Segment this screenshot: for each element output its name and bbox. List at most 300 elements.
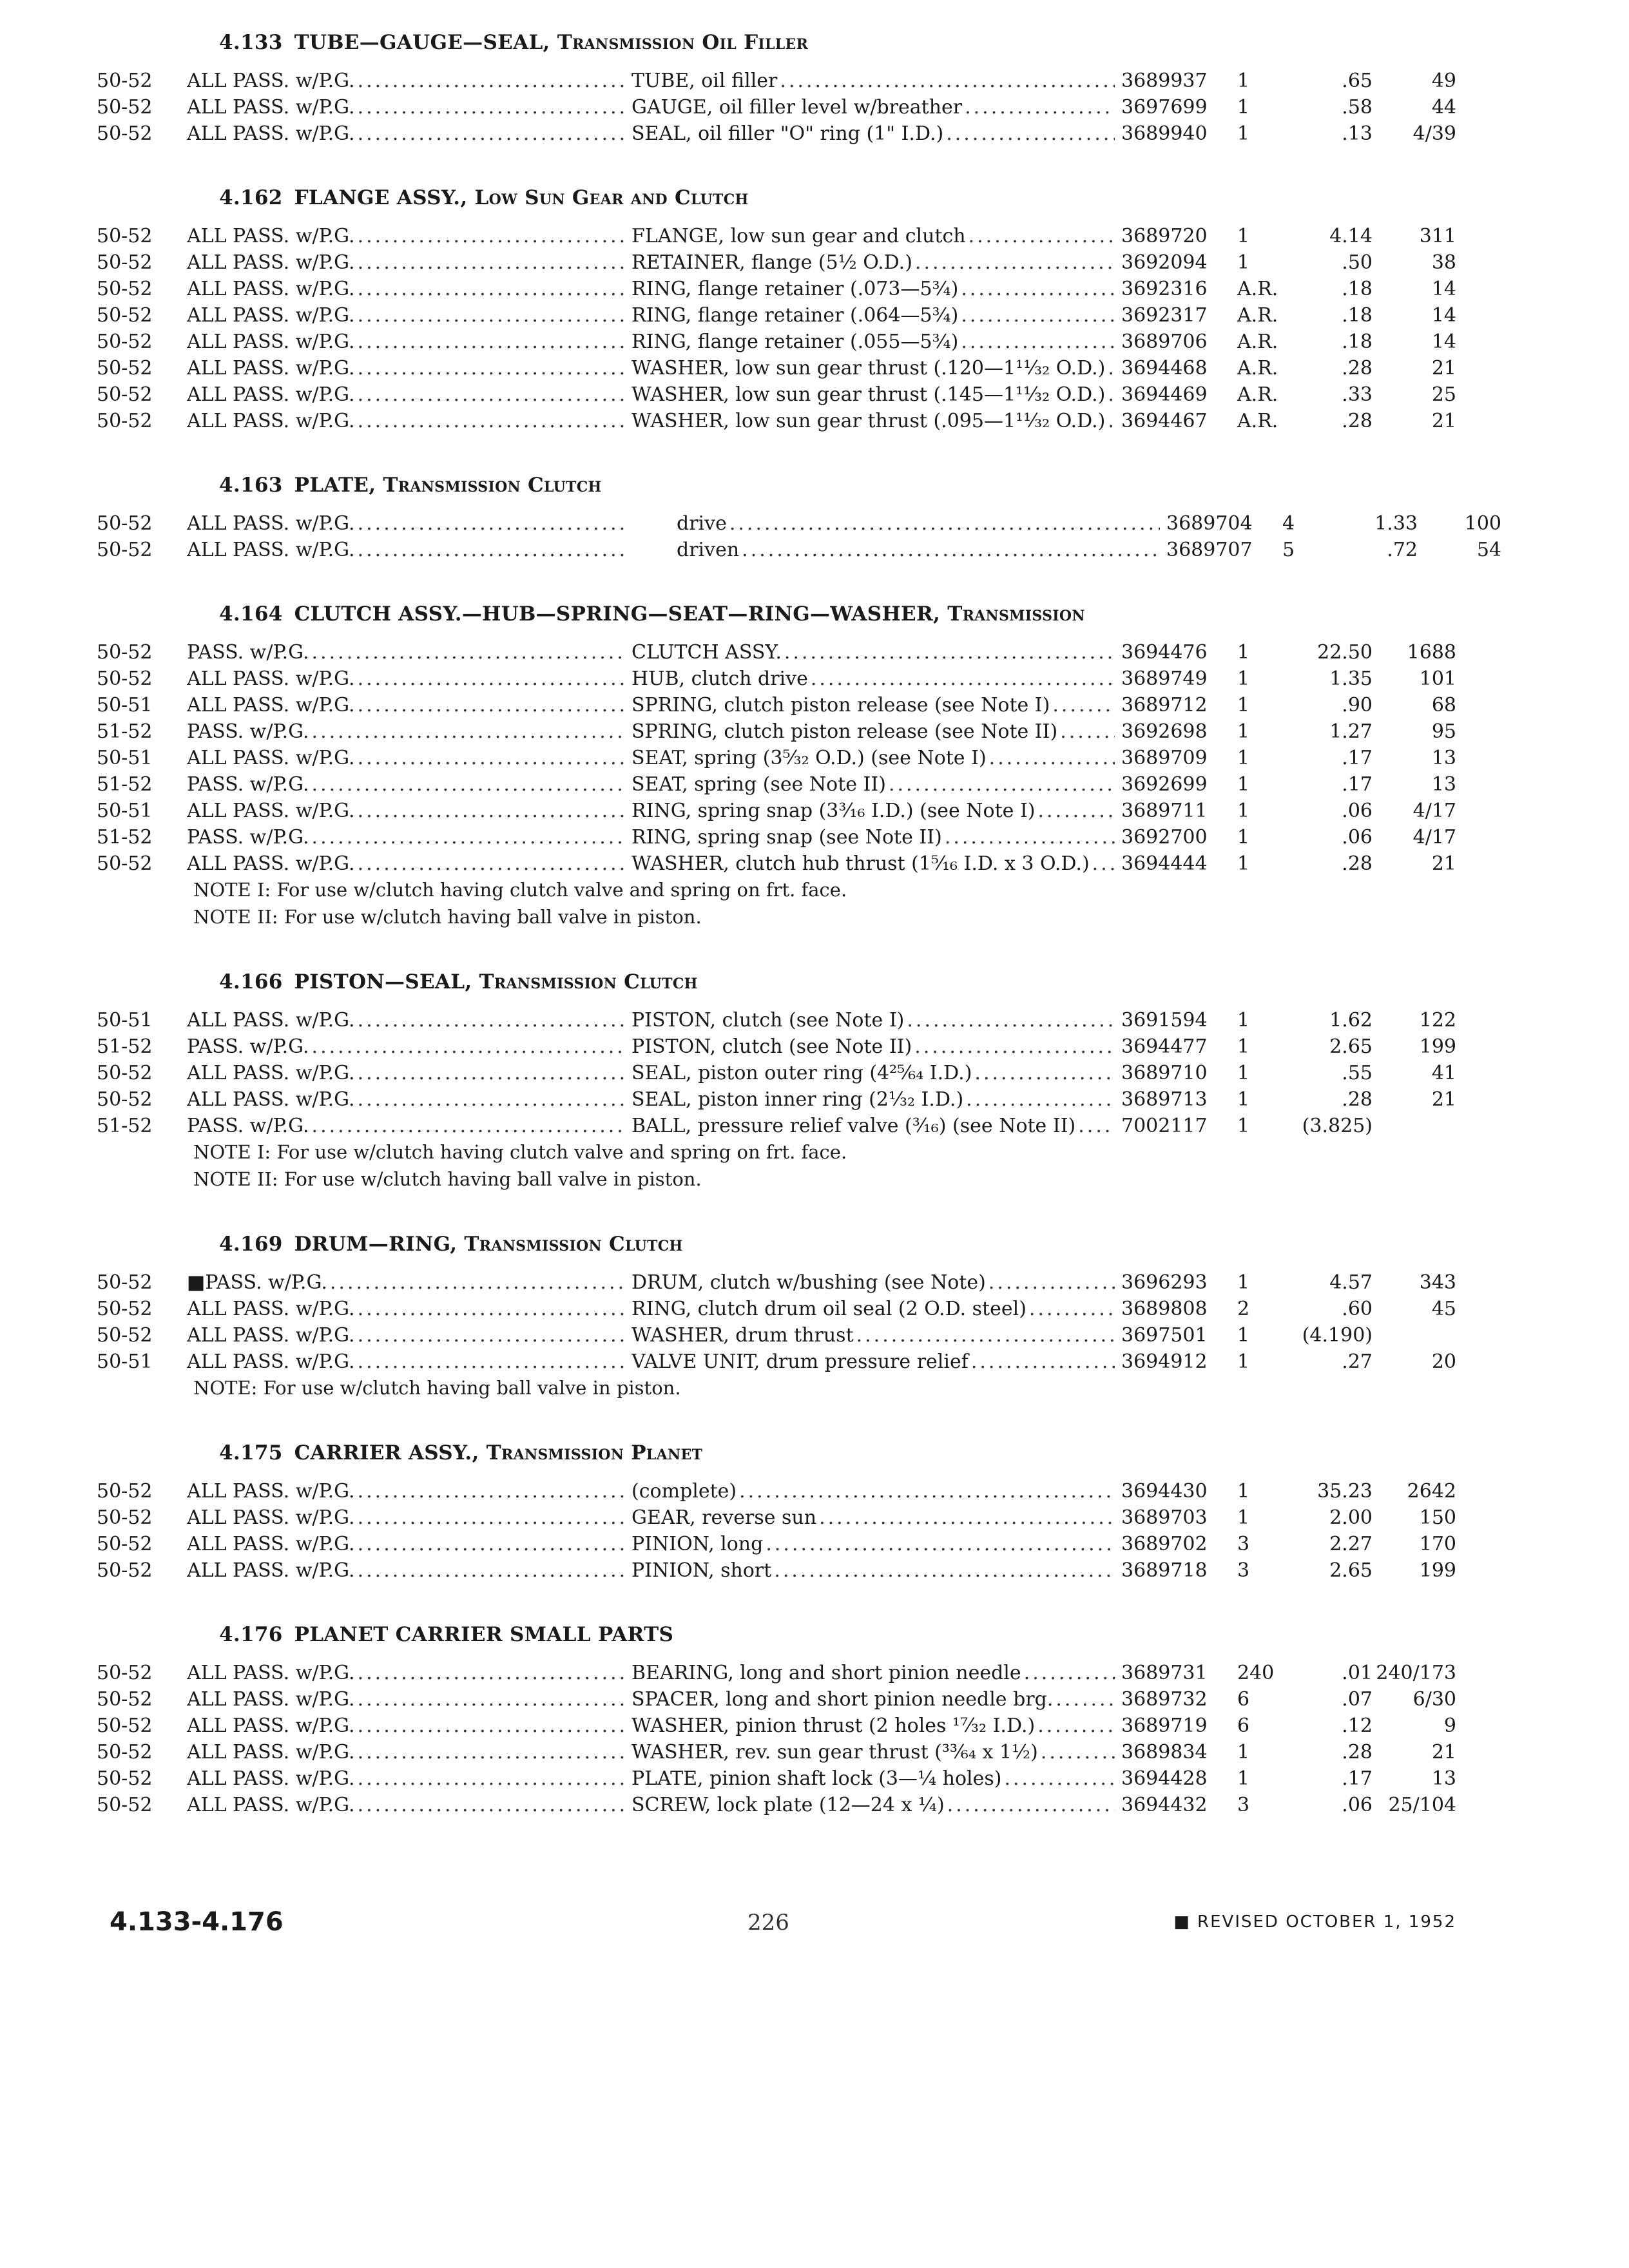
description-cell [631,1715,1121,1737]
price: .58 [1342,96,1373,119]
leader-dots [330,1271,625,1294]
leader-dots [974,1062,1115,1084]
application-cell [187,826,631,849]
price: .28 [1342,1088,1373,1111]
application-cell [187,694,631,716]
application-cell [187,1688,631,1711]
model-years: 50-52 [97,1741,153,1763]
part-row [97,852,1463,879]
price: .06 [1342,800,1373,822]
application: ALL PASS. w/P.G. [187,357,355,380]
labor-code: 44 [1431,96,1456,119]
description: SPACER, long and short pinion needle brg. [631,1688,1054,1711]
description: FLANGE, low sun gear and clutch [631,225,966,247]
part-number: 3692698 [1121,720,1208,743]
labor-code: 25 [1431,383,1456,406]
description: RING, clutch drum oil seal (2 O.D. steel) [631,1298,1027,1320]
leader-dots [856,1324,1115,1347]
description: drive [677,512,727,535]
description-cell [631,331,1121,353]
leader-dots [358,694,625,716]
application: ALL PASS. w/P.G. [187,304,355,327]
section-note: NOTE I: For use w/clutch having clutch valve and spring on frt. face. [193,1141,847,1163]
part-row [97,720,1463,747]
model-years: 50-52 [97,1506,153,1529]
catalog-section [97,970,1463,1195]
part-row [97,1088,1463,1115]
leader-dots [358,1298,625,1320]
description: RING, flange retainer (.064—5¾) [631,304,959,327]
labor-code: 68 [1431,694,1456,716]
price: .27 [1342,1350,1373,1373]
labor-code: 4/39 [1412,122,1456,145]
quantity: 1 [1237,251,1250,274]
application: ALL PASS. w/P.G. [187,331,355,353]
leader-dots [358,225,625,247]
part-number: 3689718 [1121,1559,1208,1582]
price: .06 [1342,826,1373,849]
quantity: 1 [1237,1062,1250,1084]
description-cell [631,278,1121,300]
leader-dots [947,1794,1115,1816]
price: .50 [1342,251,1373,274]
model-years: 51-52 [97,1035,153,1058]
leader-dots [358,1088,625,1111]
quantity: 1 [1237,747,1250,769]
quantity: 1 [1237,773,1250,796]
part-number: 3689710 [1121,1062,1208,1084]
leader-dots [819,1506,1115,1529]
price: .65 [1342,70,1373,92]
application-cell [187,96,631,119]
catalog-section [97,1623,1463,1820]
leader-dots [780,70,1115,92]
leader-dots [969,225,1115,247]
quantity: 240 [1237,1662,1275,1684]
page-footer [97,1907,1463,1946]
model-years: 50-52 [97,1688,153,1711]
leader-dots [358,1741,625,1763]
description: SEAL, oil filler "O" ring (1" I.D.) [631,122,944,145]
quantity: 6 [1237,1715,1250,1737]
part-row [97,512,1501,539]
quantity: 1 [1237,720,1250,743]
leader-dots [358,410,625,432]
leader-dots [358,852,625,875]
leader-dots [358,1009,625,1032]
section-title [219,1441,1463,1465]
leader-dots [1052,694,1115,716]
model-years: 50-52 [97,304,153,327]
part-row [97,800,1463,826]
section-title-text: CARRIER ASSY., Transmission Planet [294,1441,703,1465]
price: 2.65 [1329,1035,1373,1058]
leader-dots [312,826,625,849]
section-range: 4.133-4.176 [110,1907,284,1937]
part-row [97,1506,1463,1533]
labor-code: 54 [1476,539,1501,561]
catalog-section [97,602,1463,933]
application-cell [187,1088,631,1111]
part-row [97,668,1463,694]
leader-dots [1108,357,1115,380]
model-years: 50-52 [97,641,153,664]
leader-dots [1004,1767,1115,1790]
part-number: 3689713 [1121,1088,1208,1111]
price: .28 [1342,410,1373,432]
price: 2.65 [1329,1559,1373,1582]
section-number: 4.169 [219,1233,283,1256]
part-number: 3696293 [1121,1271,1208,1294]
description-cell [631,1324,1121,1347]
application: ALL PASS. w/P.G. [187,225,355,247]
quantity: 1 [1237,1350,1250,1373]
part-number: 3689720 [1121,225,1208,247]
leader-dots [358,1324,625,1347]
leader-dots [312,773,625,796]
labor-code: 343 [1419,1271,1456,1294]
price: .17 [1342,1767,1373,1790]
price: .17 [1342,773,1373,796]
application-cell [187,251,631,274]
model-years: 50-52 [97,225,153,247]
part-row [97,826,1463,852]
description-cell [631,1035,1121,1058]
part-row [97,1794,1463,1820]
application-cell [187,1350,631,1373]
application: ALL PASS. w/P.G. [187,1559,355,1582]
leader-dots [1108,410,1115,432]
description-cell [631,96,1121,119]
description: RING, spring snap (see Note II) [631,826,942,849]
quantity: A.R. [1237,383,1278,406]
section-title [219,186,1463,209]
leader-dots [1029,1298,1115,1320]
leader-dots [966,1088,1115,1111]
application-cell [187,278,631,300]
part-row [97,773,1463,800]
part-number: 3694467 [1121,410,1208,432]
section-number: 4.176 [219,1623,283,1646]
price: .72 [1387,539,1418,561]
labor-code: 21 [1431,1741,1456,1763]
labor-code: 14 [1431,304,1456,327]
labor-code: 4/17 [1412,800,1456,822]
description-cell [631,694,1121,716]
part-number: 3689709 [1121,747,1208,769]
leader-dots [1092,852,1115,875]
application-cell [187,1115,631,1137]
application-cell [187,331,631,353]
part-row [97,1559,1463,1586]
description: VALVE UNIT, drum pressure relief [631,1350,969,1373]
part-number: 3692316 [1121,278,1208,300]
description: WASHER, low sun gear thrust (.095—1¹¹⁄₃₂ O.D.) [631,410,1106,432]
part-number: 3694912 [1121,1350,1208,1373]
application-cell [187,1506,631,1529]
application: PASS. w/P.G. [187,641,309,664]
model-years: 50-52 [97,1298,153,1320]
part-number: 3689702 [1121,1533,1208,1555]
application: ALL PASS. w/P.G. [187,539,355,561]
section-title [219,474,1463,497]
part-number: 3689940 [1121,122,1208,145]
price: .12 [1342,1715,1373,1737]
model-years: 50-52 [97,1480,153,1503]
part-row [97,304,1463,331]
leader-dots [729,512,1160,535]
description: DRUM, clutch w/bushing (see Note) [631,1271,986,1294]
part-number: 3689711 [1121,800,1208,822]
model-years: 50-52 [97,1062,153,1084]
application: ■PASS. w/P.G. [187,1271,327,1294]
price: .18 [1342,331,1373,353]
description-cell [631,720,1121,743]
leader-dots [1041,1741,1115,1763]
leader-dots [774,1559,1115,1582]
part-row [97,539,1501,565]
quantity: 4 [1282,512,1295,535]
application: ALL PASS. w/P.G. [187,1480,355,1503]
section-title-text: FLANGE ASSY., Low Sun Gear and Clutch [294,186,749,209]
description-cell [631,1088,1121,1111]
leader-dots [358,1559,625,1582]
part-row [97,1767,1463,1794]
part-number: 3692700 [1121,826,1208,849]
quantity: 1 [1237,852,1250,875]
part-number: 3689731 [1121,1662,1208,1684]
description: SPRING, clutch piston release (see Note I) [631,694,1050,716]
application-cell [187,225,631,247]
section-title [219,1623,1463,1646]
application-cell [187,1271,631,1294]
model-years: 51-52 [97,773,153,796]
part-row [97,70,1463,96]
quantity: A.R. [1237,357,1278,380]
leader-dots [961,331,1115,353]
application: ALL PASS. w/P.G. [187,383,355,406]
section-note: NOTE II: For use w/clutch having ball valve in piston. [193,1168,702,1190]
leader-dots [358,800,625,822]
description-cell [631,70,1121,92]
leader-dots [312,641,625,664]
application-cell [187,539,631,561]
application: ALL PASS. w/P.G. [187,1062,355,1084]
part-row [97,1715,1463,1741]
description-cell [631,1688,1121,1711]
labor-code: 45 [1431,1298,1456,1320]
part-number: 3692094 [1121,251,1208,274]
application: ALL PASS. w/P.G. [187,668,355,690]
leader-dots [358,1767,625,1790]
description-cell [631,251,1121,274]
model-years: 50-52 [97,1088,153,1111]
section-number: 4.164 [219,602,283,626]
leader-dots [971,1350,1115,1373]
part-number: 3694469 [1121,383,1208,406]
description: WASHER, pinion thrust (2 holes ¹⁷⁄₃₂ I.D.) [631,1715,1036,1737]
leader-dots [358,539,625,561]
leader-dots [945,826,1115,849]
description-cell [631,539,1166,561]
application-cell [187,1324,631,1347]
price: .90 [1342,694,1373,716]
application: ALL PASS. w/P.G. [187,1324,355,1347]
part-row [97,251,1463,278]
labor-code: 14 [1431,278,1456,300]
leader-dots [989,747,1115,769]
part-row [97,331,1463,357]
price: .01 [1342,1662,1373,1684]
application: ALL PASS. w/P.G. [187,251,355,274]
section-title [219,970,1463,994]
catalog-section [97,31,1463,149]
leader-dots [312,1035,625,1058]
part-number: 3689749 [1121,668,1208,690]
leader-dots [358,96,625,119]
labor-code: 101 [1419,668,1456,690]
application: ALL PASS. w/P.G. [187,1088,355,1111]
labor-code: 21 [1431,1088,1456,1111]
description: TUBE, oil filler [631,70,778,92]
model-years: 50-52 [97,1324,153,1347]
leader-dots [766,1533,1115,1555]
description: driven [677,539,740,561]
section-title [219,1233,1463,1256]
description-cell [631,1741,1121,1763]
labor-code: 2642 [1407,1480,1456,1503]
description-cell [631,1009,1121,1032]
leader-dots [1060,720,1115,743]
leader-dots [889,773,1115,796]
description-cell [631,1350,1121,1373]
model-years: 50-52 [97,1533,153,1555]
leader-dots [358,304,625,327]
price: .33 [1342,383,1373,406]
model-years: 50-52 [97,278,153,300]
leader-dots [742,539,1160,561]
application-cell [187,512,631,535]
application: ALL PASS. w/P.G. [187,747,355,769]
application: ALL PASS. w/P.G. [187,96,355,119]
price: .13 [1342,122,1373,145]
description-cell [631,1115,1121,1137]
leader-dots [907,1009,1115,1032]
description: SEAT, spring (3⁵⁄₃₂ O.D.) (see Note I) [631,747,987,769]
application-cell [187,852,631,875]
quantity: 1 [1237,225,1250,247]
part-number: 3694430 [1121,1480,1208,1503]
leader-dots [358,747,625,769]
quantity: 1 [1237,1088,1250,1111]
price: .07 [1342,1688,1373,1711]
quantity: 1 [1237,122,1250,145]
price: 1.33 [1374,512,1418,535]
price: .17 [1342,747,1373,769]
quantity: A.R. [1237,278,1278,300]
application: ALL PASS. w/P.G. [187,1298,355,1320]
price: (4.190) [1302,1324,1373,1347]
part-row [97,122,1463,149]
model-years: 50-51 [97,1009,153,1032]
application: ALL PASS. w/P.G. [187,1794,355,1816]
part-row [97,1115,1463,1141]
part-row [97,278,1463,304]
application-cell [187,1715,631,1737]
model-years: 50-52 [97,1662,153,1684]
leader-dots [358,122,625,145]
labor-code: 170 [1419,1533,1456,1555]
application: ALL PASS. w/P.G. [187,1688,355,1711]
labor-code: 311 [1419,225,1456,247]
application-cell [187,357,631,380]
price: .60 [1342,1298,1373,1320]
section-number: 4.133 [219,31,283,54]
description: BALL, pressure relief valve (³⁄₁₆) (see Note II) [631,1115,1076,1137]
price: 4.14 [1329,225,1373,247]
description-cell [631,641,1121,664]
leader-dots [946,122,1115,145]
price: (3.825) [1302,1115,1373,1137]
description: RING, flange retainer (.055—5¾) [631,331,959,353]
section-number: 4.162 [219,186,283,209]
description-cell [631,410,1121,432]
application-cell [187,800,631,822]
application: ALL PASS. w/P.G. [187,70,355,92]
quantity: 2 [1237,1298,1250,1320]
model-years: 51-52 [97,720,153,743]
description: SEAL, piston outer ring (4²⁵⁄₆₄ I.D.) [631,1062,972,1084]
description: PLATE, pinion shaft lock (3—¼ holes) [631,1767,1002,1790]
application: PASS. w/P.G. [187,826,309,849]
part-row [97,1062,1463,1088]
price: 4.57 [1329,1271,1373,1294]
part-number: 3694468 [1121,357,1208,380]
quantity: 3 [1237,1794,1250,1816]
section-number: 4.166 [219,970,283,994]
quantity: 5 [1282,539,1295,561]
description: BEARING, long and short pinion needle [631,1662,1021,1684]
description-cell [631,773,1121,796]
part-row [97,383,1463,410]
model-years: 50-51 [97,1350,153,1373]
application: ALL PASS. w/P.G. [187,1506,355,1529]
section-number: 4.163 [219,474,283,497]
part-number: 3697699 [1121,96,1208,119]
description: WASHER, clutch hub thrust (1⁵⁄₁₆ I.D. x 3 O.D.) [631,852,1090,875]
model-years: 50-52 [97,251,153,274]
labor-code: 1688 [1407,641,1456,664]
model-years: 50-52 [97,122,153,145]
labor-code: 25/104 [1388,1794,1456,1816]
model-years: 50-51 [97,694,153,716]
leader-dots [1108,383,1115,406]
leader-dots [358,70,625,92]
price: .55 [1342,1062,1373,1084]
application-cell [187,1559,631,1582]
leader-dots [914,1035,1115,1058]
labor-code: 21 [1431,357,1456,380]
part-number: 3689707 [1166,539,1253,561]
quantity: 1 [1237,1115,1250,1137]
price: 2.27 [1329,1533,1373,1555]
part-number: 3692699 [1121,773,1208,796]
part-row [97,1271,1463,1298]
description-cell [631,826,1121,849]
quantity: 1 [1237,96,1250,119]
quantity: 3 [1237,1559,1250,1582]
part-row [97,1688,1463,1715]
